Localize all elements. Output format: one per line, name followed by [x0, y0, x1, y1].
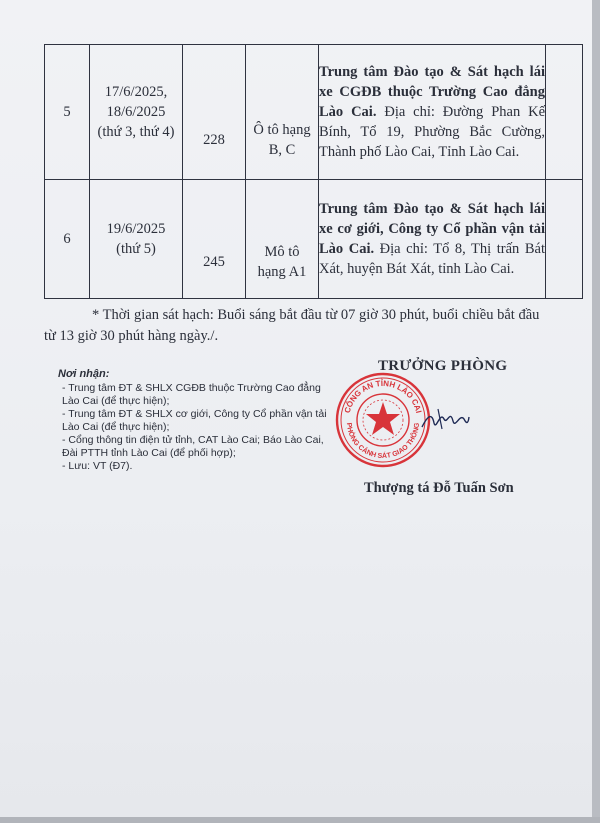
recipients-block	[58, 368, 338, 473]
svg-text:PHÒNG CẢNH SÁT GIAO THÔNG: PHÒNG CẢNH SÁT GIAO THÔNG	[344, 422, 422, 461]
svg-text:CÔNG AN TỈNH LÀO CAI: CÔNG AN TỈNH LÀO CAI	[342, 378, 424, 415]
page-edge-bottom	[0, 817, 600, 823]
recipients-title: Nơi nhận:	[58, 368, 110, 380]
license-type: Mô tô hạng A1	[246, 180, 319, 299]
exam-location: Trung tâm Đào tạo & Sát hạch lái xe CGĐB thuộc Trường Cao đẳng Lào Cai. Địa chỉ: Đường Phan Kế Bính, Tổ 19, Phường Bắc Cường, Thành phố Lào Cai, Tỉnh Lào Cai.	[319, 45, 546, 180]
signer-name: Thượng tá Đỗ Tuấn Sơn	[364, 480, 514, 496]
note-cell	[546, 45, 583, 180]
exam-date: 17/6/2025, 18/6/2025 (thứ 3, thứ 4)	[90, 45, 183, 180]
handwritten-signature-icon	[420, 405, 470, 435]
official-stamp-icon	[335, 372, 431, 468]
table-row	[45, 180, 583, 299]
license-type: Ô tô hạng B, C	[246, 45, 319, 180]
recipient-item: - Trung tâm ĐT & SHLX cơ giới, Công ty Cổ phần vận tải Lào Cai (để thực hiện);	[62, 408, 327, 433]
note-cell	[546, 180, 583, 299]
recipient-item: - Trung tâm ĐT & SHLX CGĐB thuộc Trường Cao đẳng Lào Cai (để thực hiện);	[62, 382, 321, 407]
row-number: 5	[45, 45, 90, 180]
recipient-item: - Cổng thông tin điện tử tỉnh, CAT Lào Cai; Báo Lào Cai, Đài PTTH tỉnh Lào Cai (để phối hợp);	[62, 434, 324, 459]
schedule-table	[44, 44, 583, 299]
exam-date: 19/6/2025 (thứ 5)	[90, 180, 183, 299]
signer-position: TRƯỞNG PHÒNG	[378, 358, 508, 374]
exam-location: Trung tâm Đào tạo & Sát hạch lái xe cơ giới, Công ty Cổ phần vận tải Lào Cai. Địa chỉ: Tổ 8, Thị trấn Bát Xát, huyện Bát Xát, tỉnh Lào Cai.	[319, 180, 546, 299]
row-number: 6	[45, 180, 90, 299]
page-edge	[592, 0, 600, 823]
exam-time-note: * Thời gian sát hạch: Buổi sáng bắt đầu từ 07 giờ 30 phút, buổi chiều bắt đầu từ 13 giờ 30 phút hàng ngày./.	[44, 307, 540, 344]
candidate-count: 228	[183, 45, 246, 180]
recipient-item: - Lưu: VT (Đ7).	[62, 460, 133, 472]
candidate-count: 245	[183, 180, 246, 299]
table-row	[45, 45, 583, 180]
